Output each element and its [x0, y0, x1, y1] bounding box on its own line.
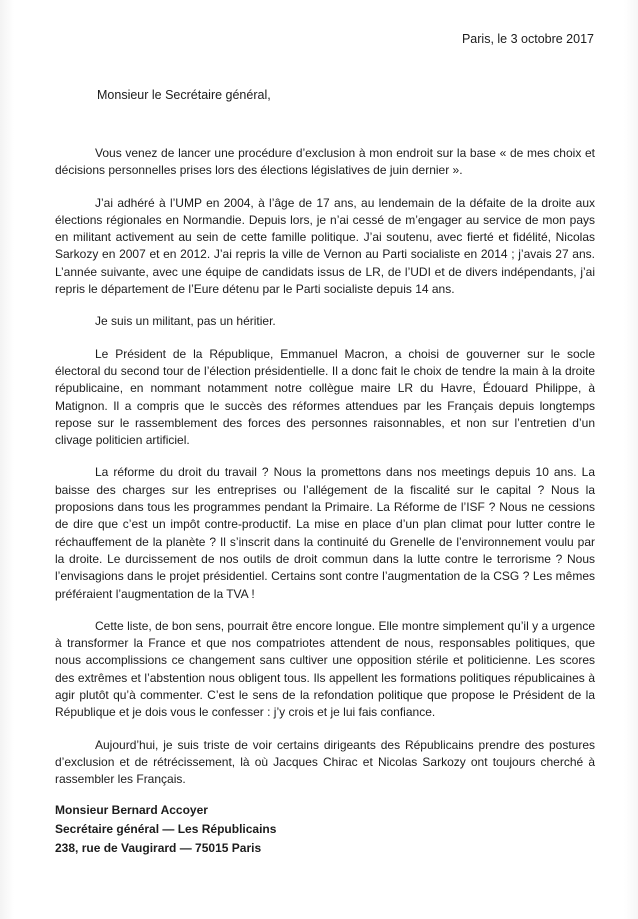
paragraph-political-history: J’ai adhéré à l’UMP en 2004, à l’âge de 17 ans, au lendemain de la défaite de la droite aux élections régionales en Normandie. Depuis lors, je n’ai cessé de m’engager au service de mon pays en militant activement au sein de cette famille politique. J’ai soutenu, avec fierté et fidélité, Nicolas Sarkozy en 2007 et en 2012. J’ai repris la ville de Vernon au Parti socialiste en 2014 ; j’avais 27 ans. L’année suivante, avec une équipe de candidats issus de LR, de l’UDI et de divers indépendants, j’ai repris le département de l’Eure détenu par le Parti socialiste depuis 14 ans.	[55, 195, 595, 297]
letter-body	[55, 145, 595, 804]
recipient-block	[55, 801, 276, 858]
recipient-address: 238, rue de Vaugirard — 75015 Paris	[55, 841, 262, 855]
paragraph-militant: Je suis un militant, pas un héritier.	[95, 314, 276, 329]
date-line: Paris, le 3 octobre 2017	[461, 32, 594, 46]
paragraph-president-macron: Le Président de la République, Emmanuel Macron, a choisi de gouverner sur le socle électoral du second tour de l’élection présidentielle. Il a donc fait le choix de tendre la main à la droite républicaine, en nommant notamment notre collègue maire LR du Havre, Édouard Philippe, à Matignon. Il a compris que le succès des réformes attendues par les Français depuis longtemps repose sur le rassemblement des forces des personnes raisonnables, et non sur l’entretien d’un clivage politicien artificiel.	[55, 346, 595, 448]
paragraph-urgency: Cette liste, de bon sens, pourrait être encore longue. Elle montre simplement qu’il y a urgence à transformer la France et que nos compatriotes attendent de nous, responsables politiques, que nous accomplissions ce changement sans cultiver une opposition stérile et politicienne. Les scores des extrêmes et l’abstention nous obligent tous. Ils appellent les formations politiques républicaines à agir plutôt qu’à commenter. C’est le sens de la refondation politique que propose le Président de la République et je dois vous le confesser : j’y crois et je lui fais confiance.	[55, 618, 595, 720]
paragraph-exclusion-procedure: Vous venez de lancer une procédure d’exclusion à mon endroit sur la base « de mes choix et décisions personnelles prises lors des élections législatives de juin dernier ».	[55, 146, 595, 178]
recipient-name: Monsieur Bernard Accoyer	[55, 803, 208, 817]
paragraph-today: Aujourd’hui, je suis triste de voir certains dirigeants des Républicains prendre des postures d’exclusion et de rétrécissement, là où Jacques Chirac et Nicolas Sarkozy ont toujours cherché à rassembler les Français.	[55, 737, 595, 787]
salutation: Monsieur le Secrétaire général,	[97, 88, 271, 102]
paragraph-reforms: La réforme du droit du travail ? Nous la promettons dans nos meetings depuis 10 ans. La baisse des charges sur les entreprises ou l’allégement de la fiscalité sur le capital ? Nous la proposions dans tous les programmes pendant la Primaire. La Réforme de l’ISF ? Nous ne cessions de dire que c’est un impôt contre-productif. La mise en place d’un plan climat pour lutter contre le réchauffement de la planète ? Il s’inscrit dans la continuité du Grenelle de l’environnement voulu par la droite. Le durcissement de nos outils de droit commun dans la lutte contre le terrorisme ? Nous l’envisagions dans le projet présidentiel. Certains sont contre l’augmentation de la CSG ? Les mêmes préféraient l’augmentation de la TVA !	[55, 465, 595, 601]
recipient-title: Secrétaire général — Les Républicains	[55, 822, 277, 836]
